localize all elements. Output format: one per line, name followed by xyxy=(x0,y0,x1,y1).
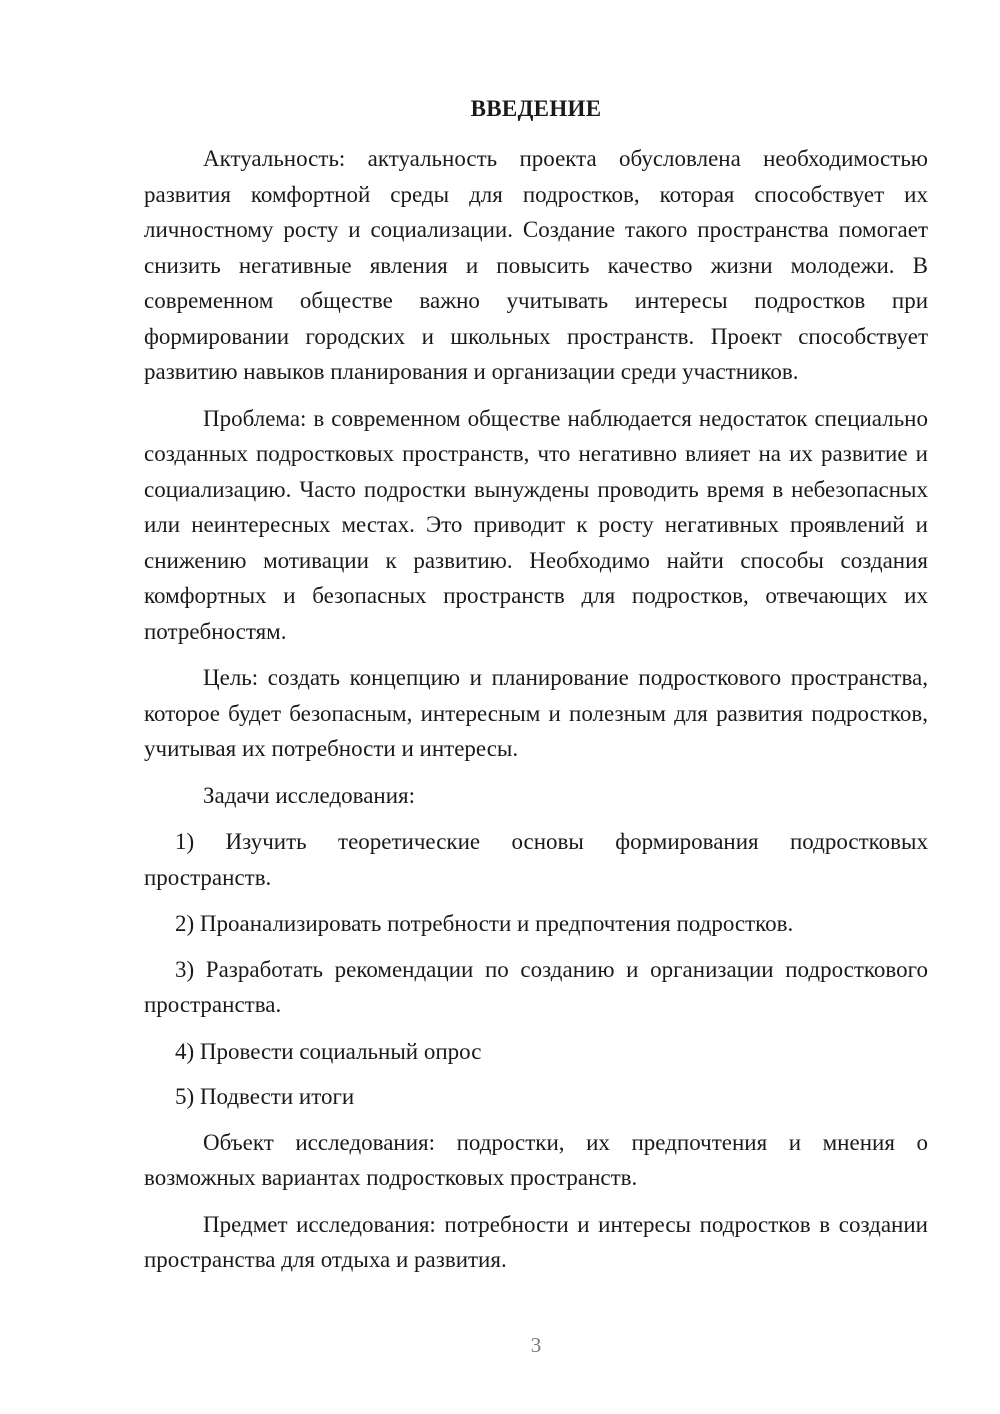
tasks-heading: Задачи исследования: xyxy=(203,782,416,808)
document-body xyxy=(144,141,928,1289)
problem-paragraph: Проблема: в современном обществе наблюдается недостаток специально созданных подростковых пространств, что негативно влияет на их развитие и социализацию. Часто подростки вынуждены проводить время в небезопасных или неинтересных местах. Это приводит к росту негативных проявлений и снижению мотивации к развитию. Необходимо найти способы создания комфортных и безопасных пространств для подростков, отвечающих их потребностям. xyxy=(144,405,928,644)
research-object-paragraph: Объект исследования: подростки, их предпочтения и мнения о возможных вариантах подростковых пространств. xyxy=(144,1129,928,1190)
task-item-5: 5) Подвести итоги xyxy=(175,1084,355,1109)
relevance-paragraph: Актуальность: актуальность проекта обусловлена необходимостью развития комфортной среды для подростков, которая способствует их личностному росту и социализации. Создание такого пространства помогает снизить негативные явления и повысить качество жизни молодежи. В современном обществе важно учитывать интересы подростков при формировании городских и школьных пространств. Проект способствует развитию навыков планирования и организации среди участников. xyxy=(144,146,928,384)
goal-paragraph: Цель: создать концепцию и планирование подросткового пространства, которое будет безопасным, интересным и полезным для развития подростков, учитывая их потребности и интересы. xyxy=(144,665,928,761)
task-item-4: 4) Провести социальный опрос xyxy=(175,1038,482,1064)
page-number: 3 xyxy=(530,1333,542,1357)
task-item-2: 2) Проанализировать потребности и предпочтения подростков. xyxy=(175,911,794,936)
task-item-1: 1) Изучить теоретические основы формирования подростковых пространств. xyxy=(144,829,928,890)
task-item-3: 3) Разработать рекомендации по созданию и организации подросткового пространства. xyxy=(144,956,928,1017)
page-title: ВВЕДЕНИЕ xyxy=(470,96,602,121)
research-subject-paragraph: Предмет исследования: потребности и интересы подростков в создании пространства для отдыха и развития. xyxy=(144,1211,928,1272)
